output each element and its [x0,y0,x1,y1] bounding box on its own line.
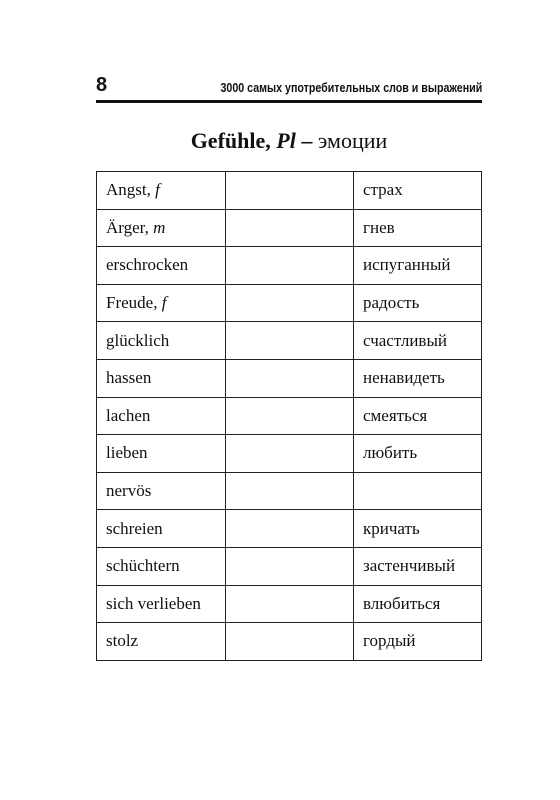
blank-cell [226,397,354,435]
german-word-cell [97,510,226,548]
german-word: schreien [106,518,163,538]
german-word-cell [97,623,226,661]
german-word-cell [97,359,226,397]
blank-cell [226,623,354,661]
russian-translation-cell: радость [354,284,482,322]
russian-translation-cell: застенчивый [354,547,482,585]
german-word: lachen [106,405,151,425]
page-number: 8 [96,74,107,96]
german-word-cell [97,322,226,360]
german-word: hassen [106,368,152,388]
blank-cell [226,359,354,397]
table-row [97,547,482,585]
table-row [97,623,482,661]
russian-translation-cell: смеяться [354,397,482,435]
blank-cell [226,472,354,510]
russian-translation-cell: кричать [354,510,482,548]
german-word-cell [97,284,226,322]
german-word-cell [97,172,226,210]
german-word-cell [97,547,226,585]
german-word: sich verlieben [106,593,201,613]
table-row [97,472,482,510]
blank-cell [226,510,354,548]
russian-translation-cell: гордый [354,623,482,661]
section-title [96,128,482,154]
header-rule [96,100,482,103]
blank-cell [226,247,354,285]
russian-translation-cell: счастливый [354,322,482,360]
german-word: lieben [106,443,148,463]
blank-cell [226,284,354,322]
table-row [97,284,482,322]
german-word-cell [97,209,226,247]
german-word: schüchtern [106,556,180,576]
german-word: nervös [106,481,152,501]
book-title: 3000 самых употребительных слов и выражений [220,80,482,95]
german-word-cell [97,435,226,473]
blank-cell [226,585,354,623]
section-title-plural-marker: Pl [276,128,296,153]
russian-translation-cell: влюбиться [354,585,482,623]
blank-cell [226,209,354,247]
german-word-cell [97,472,226,510]
german-word: Ärger, [106,217,149,237]
table-row [97,247,482,285]
gender-marker: m [153,217,166,237]
table-row [97,510,482,548]
table-row [97,172,482,210]
german-word: erschrocken [106,255,189,275]
table-row [97,435,482,473]
page-header [96,72,482,102]
russian-translation-cell: любить [354,435,482,473]
russian-translation-cell: страх [354,172,482,210]
russian-translation-cell: испуганный [354,247,482,285]
german-word-cell [97,397,226,435]
russian-translation-cell: ненавидеть [354,359,482,397]
russian-translation-cell: гнев [354,209,482,247]
german-word: Angst, [106,180,151,200]
russian-translation-cell [354,472,482,510]
german-word: stolz [106,631,139,651]
blank-cell [226,172,354,210]
table-row [97,585,482,623]
blank-cell [226,322,354,360]
german-word: glücklich [106,330,170,350]
blank-cell [226,547,354,585]
table-row [97,209,482,247]
section-title-russian: эмоции [317,128,388,153]
german-word-cell [97,247,226,285]
gender-marker: f [161,293,167,313]
german-word-cell [97,585,226,623]
gender-marker: f [155,180,160,200]
german-word: Freude, [106,293,158,313]
vocabulary-table [96,171,482,661]
table-row [97,397,482,435]
blank-cell [226,435,354,473]
section-title-german: Gefühle, [190,128,271,153]
table-row [97,359,482,397]
section-title-dash: – [301,128,313,153]
table-row [97,322,482,360]
